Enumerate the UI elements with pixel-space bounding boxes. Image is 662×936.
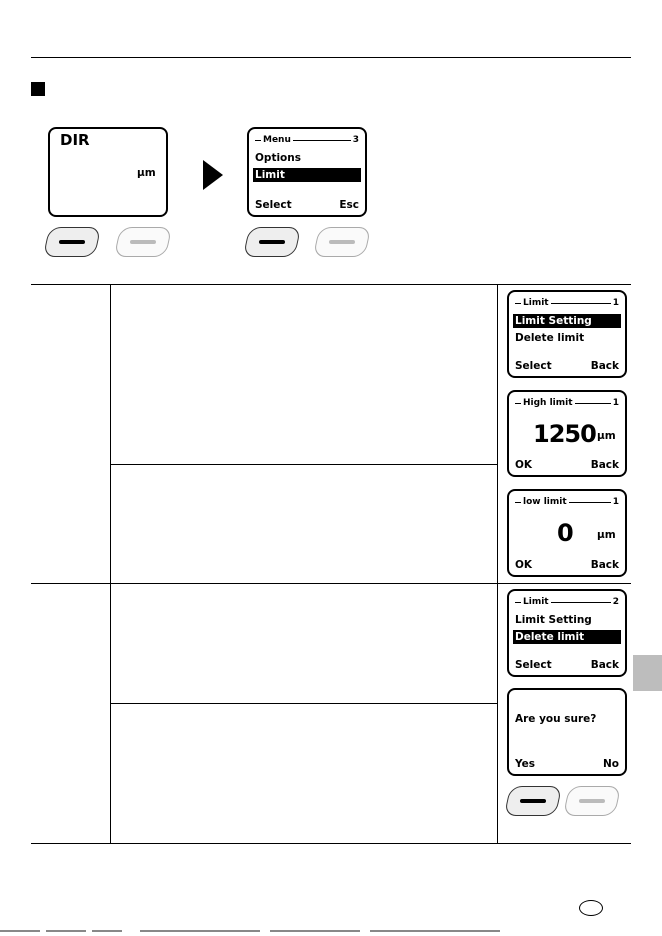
high-limit-value: 1250 xyxy=(533,420,596,448)
menu-item-limit-setting[interactable]: Limit Setting xyxy=(513,314,621,328)
dir-label: DIR xyxy=(60,131,90,149)
limit-screen-2 xyxy=(507,589,627,677)
low-limit-value: 0 xyxy=(557,519,573,547)
right-softkey-button[interactable] xyxy=(313,227,371,257)
low-limit-header xyxy=(515,496,619,508)
limit-screen xyxy=(507,290,627,378)
arrow-right-icon xyxy=(203,160,223,190)
high-limit-screen xyxy=(507,390,627,477)
limit-header xyxy=(515,297,619,309)
table-top-rule xyxy=(31,284,631,285)
menu-item-delete-limit[interactable]: Delete limit xyxy=(515,332,585,344)
table-mid-rule xyxy=(31,583,631,584)
row-divider xyxy=(111,703,497,704)
soft-right-label: Back xyxy=(590,360,619,372)
soft-right-label: Back xyxy=(590,459,619,471)
soft-left-label: Select xyxy=(515,360,552,372)
limit-title: Limit xyxy=(523,597,549,607)
table-bottom-rule xyxy=(31,843,631,844)
soft-right-label: Esc xyxy=(339,199,359,211)
soft-left-label: OK xyxy=(515,559,533,571)
left-softkey-button[interactable] xyxy=(43,227,101,257)
confirm-screen xyxy=(507,688,627,776)
menu-item-options[interactable]: Options xyxy=(255,152,301,164)
menu-item-limit-setting[interactable]: Limit Setting xyxy=(515,614,592,626)
soft-left-label: Select xyxy=(255,199,292,211)
standby-screen xyxy=(48,127,168,217)
right-softkey-button[interactable] xyxy=(114,227,172,257)
menu-item-delete-limit[interactable]: Delete limit xyxy=(513,630,621,644)
menu-index: 3 xyxy=(352,135,359,145)
soft-right-label: Back xyxy=(590,659,619,671)
language-badge xyxy=(579,900,603,916)
section-marker xyxy=(31,82,45,96)
soft-left-label: Select xyxy=(515,659,552,671)
unit-label: µm xyxy=(597,430,616,442)
right-softkey-button[interactable] xyxy=(563,786,621,816)
limit-title: Limit xyxy=(523,298,549,308)
left-softkey-button[interactable] xyxy=(243,227,301,257)
high-limit-header xyxy=(515,397,619,409)
left-softkey-button[interactable] xyxy=(504,786,562,816)
high-limit-title: High limit xyxy=(523,398,573,408)
limit-header xyxy=(515,596,619,608)
soft-left-label: OK xyxy=(515,459,533,471)
limit-index: 1 xyxy=(612,298,619,308)
footer-print-marks xyxy=(0,928,662,936)
low-limit-screen xyxy=(507,489,627,577)
no-label: No xyxy=(602,758,619,770)
header-rule xyxy=(31,57,631,58)
low-limit-index: 1 xyxy=(612,497,619,507)
soft-right-label: Back xyxy=(590,559,619,571)
row-divider xyxy=(111,464,497,465)
yes-label: Yes xyxy=(515,758,536,770)
menu-screen xyxy=(247,127,367,217)
column-divider xyxy=(110,284,111,844)
high-limit-index: 1 xyxy=(612,398,619,408)
chapter-tab xyxy=(633,655,662,691)
low-limit-title: low limit xyxy=(523,497,567,507)
menu-header xyxy=(255,134,359,146)
menu-title: Menu xyxy=(263,135,291,145)
menu-item-limit[interactable]: Limit xyxy=(253,168,361,182)
column-divider xyxy=(497,284,498,844)
confirm-question: Are you sure? xyxy=(515,713,597,725)
unit-label: µm xyxy=(597,529,616,541)
unit-label: µm xyxy=(137,167,156,179)
limit-index: 2 xyxy=(612,597,619,607)
